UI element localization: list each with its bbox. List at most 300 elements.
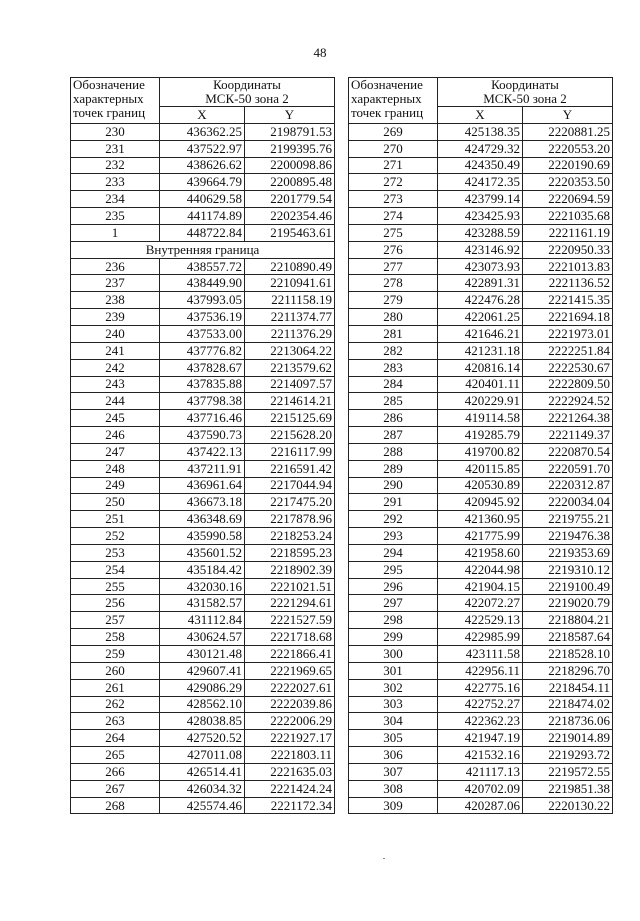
- table-row: [349, 359, 613, 376]
- table-row: [71, 477, 335, 494]
- table-row: [71, 797, 335, 814]
- point-id-cell: 276: [349, 241, 438, 258]
- y-coordinate-cell: 2221866.41: [245, 646, 335, 663]
- y-coordinate-cell: 2221694.18: [523, 309, 613, 326]
- x-coordinate-cell: 420401.11: [438, 376, 523, 393]
- point-id-cell: 301: [349, 662, 438, 679]
- y-coordinate-cell: 2214097.57: [245, 376, 335, 393]
- table-row: [349, 662, 613, 679]
- y-coordinate-cell: 2221035.68: [523, 208, 613, 225]
- point-id-cell: 260: [71, 662, 160, 679]
- table-row: [349, 797, 613, 814]
- y-coordinate-cell: 2220312.87: [523, 477, 613, 494]
- table-row: [349, 612, 613, 629]
- table-row: [71, 174, 335, 191]
- point-id-cell: 303: [349, 696, 438, 713]
- point-id-cell: 283: [349, 359, 438, 376]
- table-row: [349, 224, 613, 241]
- x-coordinate-cell: 420702.09: [438, 780, 523, 797]
- x-coordinate-cell: 425138.35: [438, 123, 523, 140]
- table-row: [349, 578, 613, 595]
- x-coordinate-cell: 421360.95: [438, 511, 523, 528]
- point-id-cell: 230: [71, 123, 160, 140]
- x-coordinate-cell: 431112.84: [160, 612, 245, 629]
- y-coordinate-cell: 2200098.86: [245, 157, 335, 174]
- x-coordinate-cell: 421958.60: [438, 544, 523, 561]
- point-id-cell: 307: [349, 763, 438, 780]
- section-label-inner-boundary: Внутренняя граница: [71, 241, 335, 258]
- x-coordinate-cell: 420816.14: [438, 359, 523, 376]
- x-coordinate-cell: 437211.91: [160, 460, 245, 477]
- x-coordinate-cell: 436362.25: [160, 123, 245, 140]
- point-id-cell: 289: [349, 460, 438, 477]
- table-row: [349, 241, 613, 258]
- point-id-cell: 271: [349, 157, 438, 174]
- y-coordinate-cell: 2221635.03: [245, 763, 335, 780]
- point-id-cell: 235: [71, 208, 160, 225]
- point-id-cell: 231: [71, 140, 160, 157]
- y-coordinate-cell: 2220034.04: [523, 494, 613, 511]
- y-coordinate-cell: 2222039.86: [245, 696, 335, 713]
- table-row: [71, 123, 335, 140]
- point-id-cell: 262: [71, 696, 160, 713]
- x-coordinate-cell: 422775.16: [438, 679, 523, 696]
- x-coordinate-cell: 438449.90: [160, 275, 245, 292]
- y-coordinate-cell: 2218595.23: [245, 544, 335, 561]
- point-id-cell: 237: [71, 275, 160, 292]
- y-coordinate-cell: 2222027.61: [245, 679, 335, 696]
- y-coordinate-cell: 2215628.20: [245, 427, 335, 444]
- table-row: [349, 258, 613, 275]
- coordinates-header: [160, 78, 335, 107]
- x-coordinate-cell: 437533.00: [160, 325, 245, 342]
- y-coordinate-cell: 2220870.54: [523, 443, 613, 460]
- table-row: [71, 224, 335, 241]
- table-row: [71, 612, 335, 629]
- point-id-cell: 275: [349, 224, 438, 241]
- point-id-cell: 272: [349, 174, 438, 191]
- y-coordinate-cell: 2222251.84: [523, 342, 613, 359]
- x-coordinate-cell: 435184.42: [160, 561, 245, 578]
- y-column-header: Y: [523, 107, 613, 124]
- x-coordinate-cell: 436961.64: [160, 477, 245, 494]
- point-id-cell: 281: [349, 325, 438, 342]
- header-label-line3: точек границ: [73, 105, 146, 120]
- x-coordinate-cell: 427011.08: [160, 747, 245, 764]
- point-id-cell: 299: [349, 629, 438, 646]
- point-id-cell: 270: [349, 140, 438, 157]
- point-id-cell: 261: [71, 679, 160, 696]
- x-coordinate-cell: 436673.18: [160, 494, 245, 511]
- table-row: [349, 393, 613, 410]
- table-row: [71, 157, 335, 174]
- point-id-cell: 252: [71, 528, 160, 545]
- point-id-cell: 234: [71, 191, 160, 208]
- x-coordinate-cell: 440629.58: [160, 191, 245, 208]
- x-coordinate-cell: 420115.85: [438, 460, 523, 477]
- y-coordinate-cell: 2202354.46: [245, 208, 335, 225]
- table-row: [71, 780, 335, 797]
- x-coordinate-cell: 435990.58: [160, 528, 245, 545]
- point-id-cell: 242: [71, 359, 160, 376]
- y-coordinate-cell: 2218736.06: [523, 713, 613, 730]
- point-id-cell: 245: [71, 410, 160, 427]
- y-coordinate-cell: 2210890.49: [245, 258, 335, 275]
- table-row: [71, 494, 335, 511]
- x-coordinate-cell: 437835.88: [160, 376, 245, 393]
- point-id-cell: 269: [349, 123, 438, 140]
- y-coordinate-cell: 2221969.65: [245, 662, 335, 679]
- y-coordinate-cell: 2222809.50: [523, 376, 613, 393]
- x-coordinate-cell: 436348.69: [160, 511, 245, 528]
- y-coordinate-cell: 2220190.69: [523, 157, 613, 174]
- table-row: [349, 730, 613, 747]
- y-coordinate-cell: 2210941.61: [245, 275, 335, 292]
- x-coordinate-cell: 422362.23: [438, 713, 523, 730]
- x-coordinate-cell: 421646.21: [438, 325, 523, 342]
- y-coordinate-cell: 2221803.11: [245, 747, 335, 764]
- coordinates-header: [438, 78, 613, 107]
- y-coordinate-cell: 2220694.59: [523, 191, 613, 208]
- y-coordinate-cell: 2221294.61: [245, 595, 335, 612]
- point-id-cell: 302: [349, 679, 438, 696]
- page-number: 48: [313, 45, 327, 60]
- y-coordinate-cell: 2221264.38: [523, 410, 613, 427]
- table-row: [349, 713, 613, 730]
- table-row: [71, 275, 335, 292]
- y-coordinate-cell: 2211376.29: [245, 325, 335, 342]
- y-coordinate-cell: 2218804.21: [523, 612, 613, 629]
- table-row: [349, 342, 613, 359]
- y-coordinate-cell: 2221021.51: [245, 578, 335, 595]
- table-row: [71, 763, 335, 780]
- table-row: [71, 629, 335, 646]
- x-coordinate-cell: 430624.57: [160, 629, 245, 646]
- point-id-cell: 278: [349, 275, 438, 292]
- table-row: [349, 325, 613, 342]
- header-label-line3: точек границ: [351, 105, 424, 120]
- table-row: [349, 561, 613, 578]
- point-id-cell: 288: [349, 443, 438, 460]
- table-row: [71, 528, 335, 545]
- x-coordinate-cell: 438557.72: [160, 258, 245, 275]
- x-coordinate-cell: 448722.84: [160, 224, 245, 241]
- point-id-cell: 256: [71, 595, 160, 612]
- y-coordinate-cell: 2195463.61: [245, 224, 335, 241]
- y-coordinate-cell: 2217044.94: [245, 477, 335, 494]
- point-id-cell: 266: [71, 763, 160, 780]
- table-row: [71, 443, 335, 460]
- y-coordinate-cell: 2219353.69: [523, 544, 613, 561]
- point-id-cell: 308: [349, 780, 438, 797]
- table-row: [349, 696, 613, 713]
- point-id-cell: 268: [71, 797, 160, 814]
- x-coordinate-cell: 423288.59: [438, 224, 523, 241]
- point-id-cell: 279: [349, 292, 438, 309]
- point-id-cell: 243: [71, 376, 160, 393]
- point-id-cell: 309: [349, 797, 438, 814]
- x-coordinate-cell: 437522.97: [160, 140, 245, 157]
- x-coordinate-cell: 432030.16: [160, 578, 245, 595]
- x-coordinate-cell: 421904.15: [438, 578, 523, 595]
- y-coordinate-cell: 2218528.10: [523, 646, 613, 663]
- y-coordinate-cell: 2221527.59: [245, 612, 335, 629]
- point-id-cell: 280: [349, 309, 438, 326]
- y-coordinate-cell: 2219851.38: [523, 780, 613, 797]
- point-id-cell: 244: [71, 393, 160, 410]
- x-coordinate-cell: 422985.99: [438, 629, 523, 646]
- table-row: [349, 494, 613, 511]
- y-coordinate-cell: 2218902.39: [245, 561, 335, 578]
- header-label-line2: характерных: [351, 91, 422, 106]
- point-id-cell: 306: [349, 747, 438, 764]
- table-row: [71, 208, 335, 225]
- table-row: [71, 342, 335, 359]
- y-coordinate-cell: 2216591.42: [245, 460, 335, 477]
- y-coordinate-cell: 2222530.67: [523, 359, 613, 376]
- x-coordinate-cell: 435601.52: [160, 544, 245, 561]
- table-row: [71, 292, 335, 309]
- table-row: [71, 646, 335, 663]
- table-row: [71, 309, 335, 326]
- y-coordinate-cell: 2218296.70: [523, 662, 613, 679]
- y-coordinate-cell: 2221149.37: [523, 427, 613, 444]
- y-coordinate-cell: 2218587.64: [523, 629, 613, 646]
- x-coordinate-cell: 437536.19: [160, 309, 245, 326]
- y-coordinate-cell: 2213064.22: [245, 342, 335, 359]
- table-row: [349, 376, 613, 393]
- y-coordinate-cell: 2200895.48: [245, 174, 335, 191]
- y-coordinate-cell: 2220881.25: [523, 123, 613, 140]
- point-id-cell: 263: [71, 713, 160, 730]
- point-id-cell: 298: [349, 612, 438, 629]
- point-id-cell: 293: [349, 528, 438, 545]
- point-id-cell: 300: [349, 646, 438, 663]
- table-row: [349, 629, 613, 646]
- table-row: [71, 595, 335, 612]
- point-id-cell: 284: [349, 376, 438, 393]
- point-id-cell: 287: [349, 427, 438, 444]
- point-id-cell: 265: [71, 747, 160, 764]
- x-coordinate-cell: 422476.28: [438, 292, 523, 309]
- table-row: [349, 157, 613, 174]
- x-coordinate-cell: 421117.13: [438, 763, 523, 780]
- y-coordinate-cell: 2218474.02: [523, 696, 613, 713]
- header-label-line1: Обозначение: [351, 77, 423, 92]
- header-title-line1: Координаты: [491, 77, 559, 92]
- x-coordinate-cell: 439664.79: [160, 174, 245, 191]
- y-column-header: Y: [245, 107, 335, 124]
- table-row: [71, 561, 335, 578]
- y-coordinate-cell: 2217878.96: [245, 511, 335, 528]
- point-id-cell: 259: [71, 646, 160, 663]
- y-coordinate-cell: 2199395.76: [245, 140, 335, 157]
- y-coordinate-cell: 2201779.54: [245, 191, 335, 208]
- point-id-cell: 241: [71, 342, 160, 359]
- y-coordinate-cell: 2219755.21: [523, 511, 613, 528]
- x-coordinate-cell: 423425.93: [438, 208, 523, 225]
- x-coordinate-cell: 422956.11: [438, 662, 523, 679]
- y-coordinate-cell: 2222924.52: [523, 393, 613, 410]
- point-id-cell: 248: [71, 460, 160, 477]
- y-coordinate-cell: 2221973.01: [523, 325, 613, 342]
- point-id-cell: 277: [349, 258, 438, 275]
- header-title-line1: Координаты: [213, 77, 281, 92]
- point-id-cell: 253: [71, 544, 160, 561]
- y-coordinate-cell: 2218454.11: [523, 679, 613, 696]
- x-coordinate-cell: 430121.48: [160, 646, 245, 663]
- x-coordinate-cell: 427520.52: [160, 730, 245, 747]
- point-id-cell: 254: [71, 561, 160, 578]
- section-row: [71, 241, 335, 258]
- point-id-cell: 233: [71, 174, 160, 191]
- y-coordinate-cell: 2219100.49: [523, 578, 613, 595]
- point-id-cell: 247: [71, 443, 160, 460]
- y-coordinate-cell: 2216117.99: [245, 443, 335, 460]
- table-row: [71, 713, 335, 730]
- table-row: [349, 427, 613, 444]
- table-row: [349, 208, 613, 225]
- table-row: [349, 511, 613, 528]
- x-coordinate-cell: 429607.41: [160, 662, 245, 679]
- y-coordinate-cell: 2221415.35: [523, 292, 613, 309]
- table-row: [71, 679, 335, 696]
- point-designation-header: [71, 78, 160, 124]
- point-id-cell: 285: [349, 393, 438, 410]
- table-row: [349, 477, 613, 494]
- table-row: [349, 443, 613, 460]
- x-coordinate-cell: 424172.35: [438, 174, 523, 191]
- point-id-cell: 286: [349, 410, 438, 427]
- y-coordinate-cell: 2221172.34: [245, 797, 335, 814]
- table-row: [71, 747, 335, 764]
- point-id-cell: 295: [349, 561, 438, 578]
- header-label-line1: Обозначение: [73, 77, 145, 92]
- x-coordinate-cell: 420229.91: [438, 393, 523, 410]
- x-coordinate-cell: 423111.58: [438, 646, 523, 663]
- y-coordinate-cell: 2211158.19: [245, 292, 335, 309]
- x-coordinate-cell: 438626.62: [160, 157, 245, 174]
- table-row: [71, 511, 335, 528]
- table-row: [71, 427, 335, 444]
- x-coordinate-cell: 421775.99: [438, 528, 523, 545]
- point-id-cell: 282: [349, 342, 438, 359]
- x-coordinate-cell: 420287.06: [438, 797, 523, 814]
- table-row: [71, 730, 335, 747]
- y-coordinate-cell: 2222006.29: [245, 713, 335, 730]
- table-row: [71, 191, 335, 208]
- y-coordinate-cell: 2219476.38: [523, 528, 613, 545]
- x-coordinate-cell: 437828.67: [160, 359, 245, 376]
- x-coordinate-cell: 419285.79: [438, 427, 523, 444]
- table-row: [71, 258, 335, 275]
- x-coordinate-cell: 425574.46: [160, 797, 245, 814]
- y-coordinate-cell: 2221718.68: [245, 629, 335, 646]
- y-coordinate-cell: 2211374.77: [245, 309, 335, 326]
- point-id-cell: 250: [71, 494, 160, 511]
- x-coordinate-cell: 423799.14: [438, 191, 523, 208]
- table-row: [71, 325, 335, 342]
- table-row: [349, 191, 613, 208]
- point-id-cell: 291: [349, 494, 438, 511]
- x-coordinate-cell: 441174.89: [160, 208, 245, 225]
- point-id-cell: 238: [71, 292, 160, 309]
- point-id-cell: 292: [349, 511, 438, 528]
- table-row: [349, 275, 613, 292]
- x-coordinate-cell: 426034.32: [160, 780, 245, 797]
- table-row: [71, 578, 335, 595]
- y-coordinate-cell: 2215125.69: [245, 410, 335, 427]
- y-coordinate-cell: 2220950.33: [523, 241, 613, 258]
- x-coordinate-cell: 424350.49: [438, 157, 523, 174]
- table-row: [349, 646, 613, 663]
- header-title-line2: МСК-50 зона 2: [483, 91, 567, 106]
- table-row: [349, 174, 613, 191]
- table-row: [349, 780, 613, 797]
- table-row: [71, 140, 335, 157]
- point-designation-header: [349, 78, 438, 124]
- point-id-cell: 264: [71, 730, 160, 747]
- x-coordinate-cell: 431582.57: [160, 595, 245, 612]
- point-id-cell: 232: [71, 157, 160, 174]
- scan-mark: [383, 858, 385, 859]
- y-coordinate-cell: 2221161.19: [523, 224, 613, 241]
- y-coordinate-cell: 2219014.89: [523, 730, 613, 747]
- y-coordinate-cell: 2198791.53: [245, 123, 335, 140]
- y-coordinate-cell: 2220591.70: [523, 460, 613, 477]
- x-coordinate-cell: 420530.89: [438, 477, 523, 494]
- table-row: [349, 292, 613, 309]
- table-row: [71, 544, 335, 561]
- table-row: [71, 696, 335, 713]
- y-coordinate-cell: 2221013.83: [523, 258, 613, 275]
- point-id-cell: 249: [71, 477, 160, 494]
- table-row: [349, 309, 613, 326]
- x-coordinate-cell: 437590.73: [160, 427, 245, 444]
- x-coordinate-cell: 421231.18: [438, 342, 523, 359]
- point-id-cell: 236: [71, 258, 160, 275]
- y-coordinate-cell: 2219293.72: [523, 747, 613, 764]
- x-coordinate-cell: 437798.38: [160, 393, 245, 410]
- point-id-cell: 239: [71, 309, 160, 326]
- x-coordinate-cell: 429086.29: [160, 679, 245, 696]
- x-coordinate-cell: 422072.27: [438, 595, 523, 612]
- table-row: [71, 393, 335, 410]
- x-coordinate-cell: 428562.10: [160, 696, 245, 713]
- point-id-cell: 297: [349, 595, 438, 612]
- point-id-cell: 294: [349, 544, 438, 561]
- point-id-cell: 251: [71, 511, 160, 528]
- y-coordinate-cell: 2221927.17: [245, 730, 335, 747]
- table-row: [349, 140, 613, 157]
- x-coordinate-cell: 437422.13: [160, 443, 245, 460]
- x-coordinate-cell: 423146.92: [438, 241, 523, 258]
- point-id-cell: 273: [349, 191, 438, 208]
- y-coordinate-cell: 2220553.20: [523, 140, 613, 157]
- coordinates-table-left: [70, 77, 335, 814]
- y-coordinate-cell: 2214614.21: [245, 393, 335, 410]
- table-row: [349, 410, 613, 427]
- point-id-cell: 290: [349, 477, 438, 494]
- table-row: [71, 662, 335, 679]
- x-coordinate-cell: 422044.98: [438, 561, 523, 578]
- table-row: [71, 376, 335, 393]
- table-row: [349, 679, 613, 696]
- x-coordinate-cell: 423073.93: [438, 258, 523, 275]
- x-coordinate-cell: 419114.58: [438, 410, 523, 427]
- y-coordinate-cell: 2220130.22: [523, 797, 613, 814]
- x-column-header: X: [160, 107, 245, 124]
